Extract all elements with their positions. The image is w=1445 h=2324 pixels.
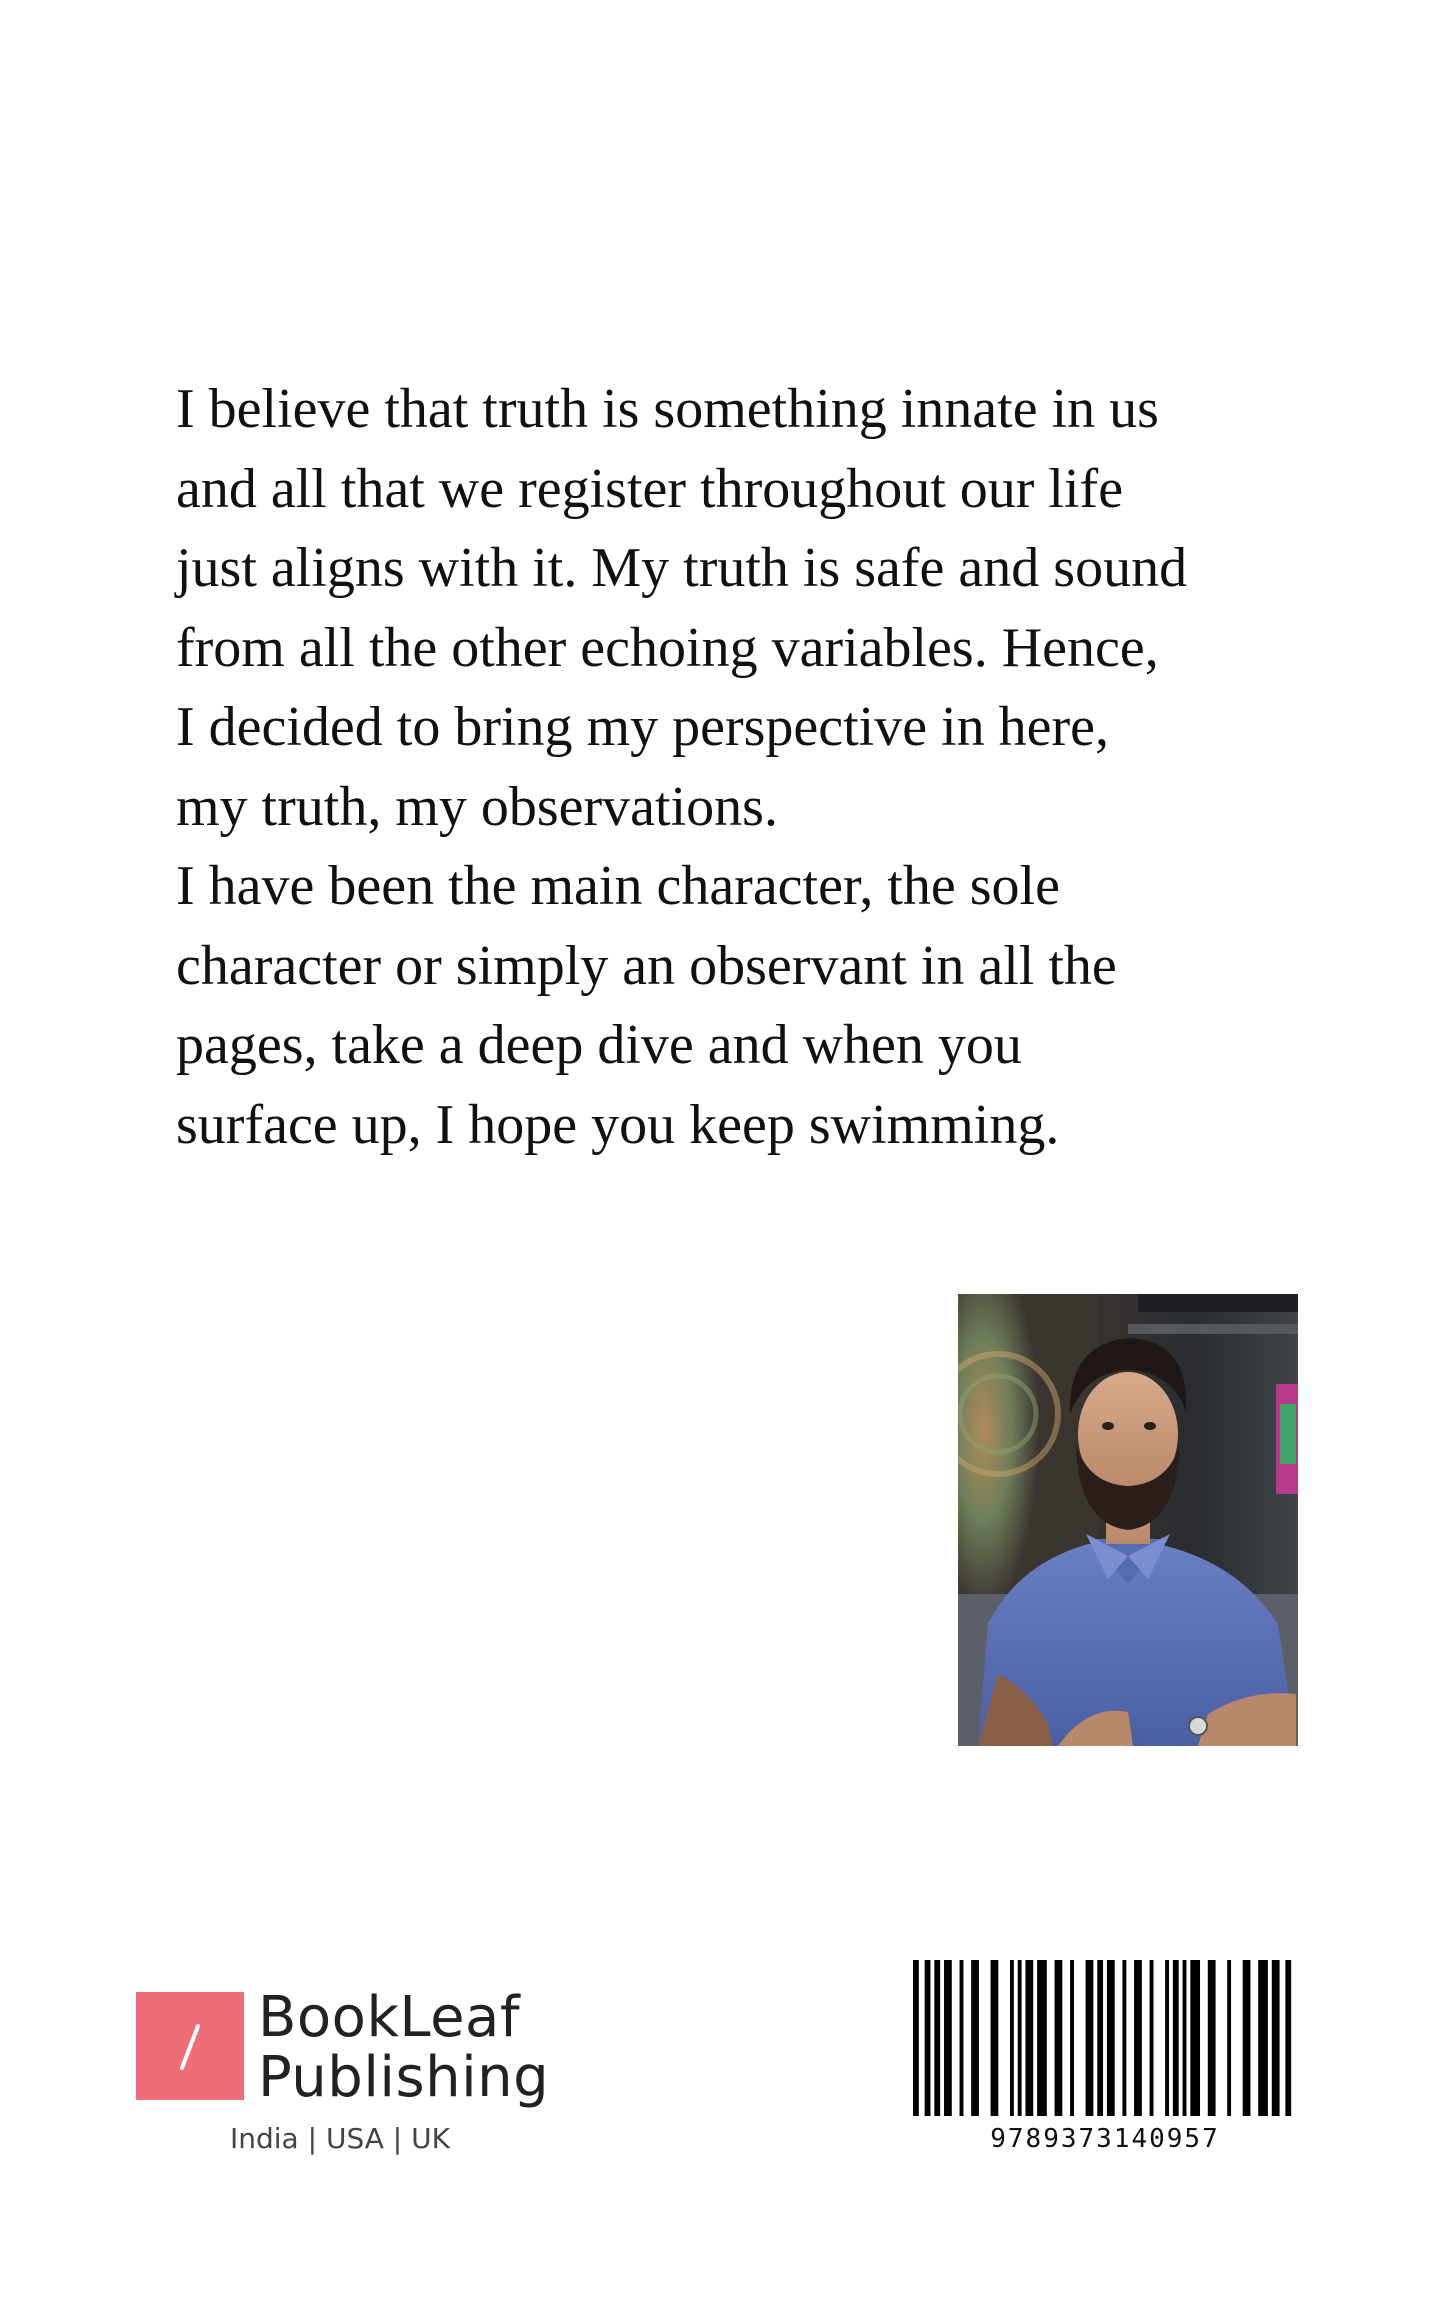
barcode-icon [913,1960,1297,2116]
barcode-bar [1122,1960,1126,2116]
barcode-bar [1134,1960,1142,2116]
barcode-bar [1173,1960,1179,2116]
publisher-name [258,1985,550,2110]
author-portrait-photo [958,1294,1298,1746]
barcode-bar [1208,1960,1216,2116]
back-cover-blurb [176,370,1306,1165]
barcode-bar [1183,1960,1187,2116]
blurb-line: character or simply an observant in all the [176,934,1117,997]
blurb-line: and all that we register throughout our life [176,457,1124,520]
blurb-line: from all the other echoing variables. Hence, [176,616,1159,679]
barcode-bar [1165,1960,1169,2116]
barcode-bar [1086,1960,1094,2116]
barcode-bar [1285,1960,1291,2116]
barcode-bar [1243,1960,1251,2116]
blurb-line: pages, take a deep dive and when you [176,1014,1022,1076]
blurb-line: I believe that truth is something innate in us [176,378,1159,440]
barcode-bar [913,1960,919,2116]
barcode-bar [1107,1960,1115,2116]
blurb-line: just aligns with it. My truth is safe and sound [176,537,1188,599]
barcode-bar [1025,1960,1033,2116]
barcode-bar [1272,1960,1280,2116]
barcode-bar [1070,1960,1074,2116]
barcode-bar [1190,1960,1200,2116]
barcode-bar [1010,1960,1014,2116]
barcode-bar [925,1960,931,2116]
publisher-name-line1: BookLeaf [258,1985,521,2050]
barcode-bar [1018,1960,1022,2116]
barcode-bar [960,1960,964,2116]
bookleaf-logo-icon [136,1992,244,2100]
blurb-line: my truth, my observations. [176,775,778,838]
barcode-bar [971,1960,979,2116]
publisher-name-line2: Publishing [258,2045,550,2110]
isbn-number: 9789373140957 [990,2124,1220,2154]
blurb-line: I have been the main character, the sole [176,855,1060,917]
barcode-bar [1055,1960,1063,2116]
barcode-bar [1258,1960,1268,2116]
blurb-line: I decided to bring my perspective in here, [176,696,1109,758]
barcode-bar [1150,1960,1154,2116]
barcode-bar [934,1960,940,2116]
slash-glyph [136,1992,244,2100]
barcode-bar [1097,1960,1103,2116]
blurb-line: surface up, I hope you keep swimming. [176,1093,1060,1156]
publisher-regions: India | USA | UK [230,2122,450,2155]
barcode-bar [1227,1960,1231,2116]
barcode-bar [991,1960,999,2116]
barcode-bar [944,1960,952,2116]
barcode-bar [1037,1960,1047,2116]
